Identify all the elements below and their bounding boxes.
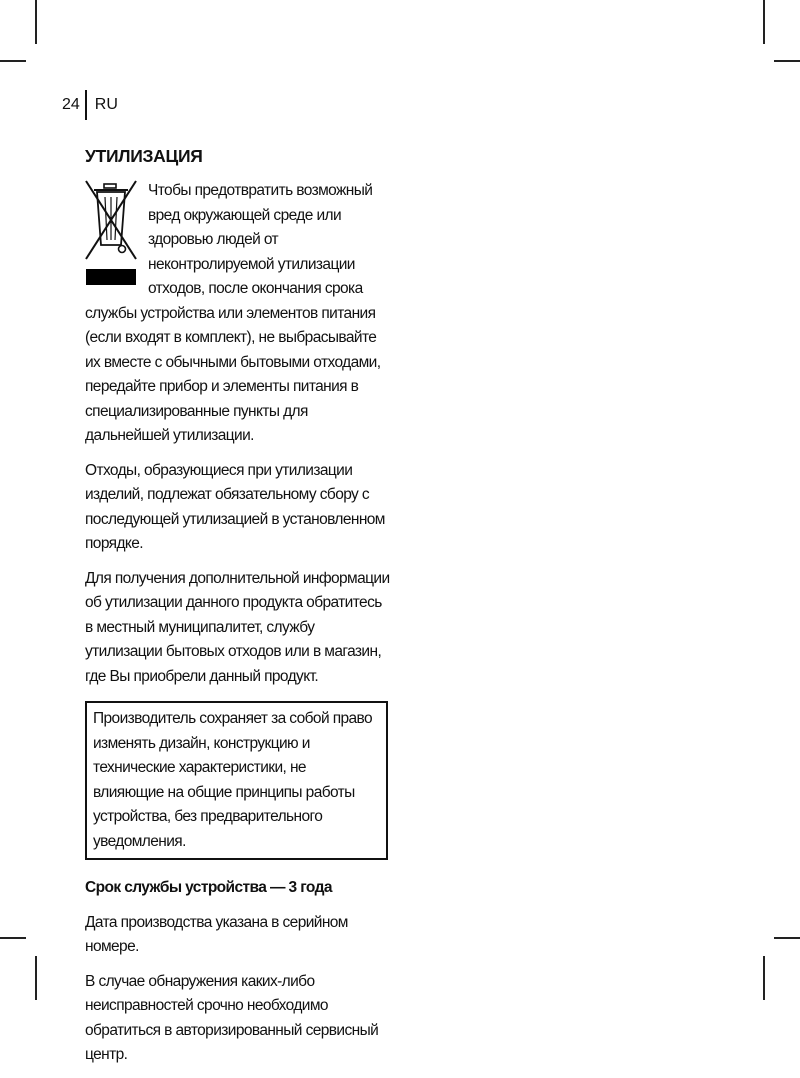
page-content — [85, 143, 390, 1078]
page-header — [62, 90, 118, 120]
crop-mark — [774, 60, 800, 62]
section-title: УТИЛИЗАЦИЯ — [85, 146, 203, 166]
info-paragraph: Для получения дополнительной информации об утилизации данного продукта обратитесь в местный муниципалитет, службу утилизации бытовых отходов или в магазин, где Вы приобрели данный продукт. — [85, 569, 390, 685]
weee-crossed-bin-icon — [84, 179, 138, 291]
service-note: В случае обнаружения каких-либо неисправностей срочно необходимо обратиться в авторизированный сервисный центр. — [85, 972, 379, 1063]
crop-mark — [0, 60, 26, 62]
language-code: RU — [94, 96, 118, 113]
header-divider — [85, 90, 87, 120]
disposal-paragraph-text: Чтобы предотвратить возможный вред окружающей среде или здоровью людей от неконтролируемой утилизации отходов, после окончания срока службы устройства или элементов питания (если входят в комплект), не выбрасывайте их вместе с обычными бытовыми отходами, передайте прибор и элементы питания в специализированные пункты для дальнейшей утилизации. — [85, 182, 381, 444]
manufacturer-notice-box — [85, 701, 388, 860]
crop-mark — [35, 0, 37, 44]
service-life: Срок службы устройства — 3 года — [85, 879, 332, 896]
crop-mark — [763, 956, 765, 1000]
crop-mark — [0, 937, 26, 939]
crop-mark — [35, 956, 37, 1000]
crop-mark — [763, 0, 765, 44]
manufacturer-notice-text: Производитель сохраняет за собой право изменять дизайн, конструкцию и технические характеристики, не влияющие на общие принципы работы устройства, без предварительного уведомления. — [93, 710, 373, 850]
disposal-paragraph — [85, 179, 390, 449]
waste-paragraph: Отходы, образующиеся при утилизации изделий, подлежат обязательному сбору с последующей утилизацией в установленном порядке. — [85, 461, 385, 552]
crop-mark — [774, 937, 800, 939]
production-date: Дата производства указана в серийном номере. — [85, 913, 348, 955]
page-number: 24 — [62, 96, 80, 113]
